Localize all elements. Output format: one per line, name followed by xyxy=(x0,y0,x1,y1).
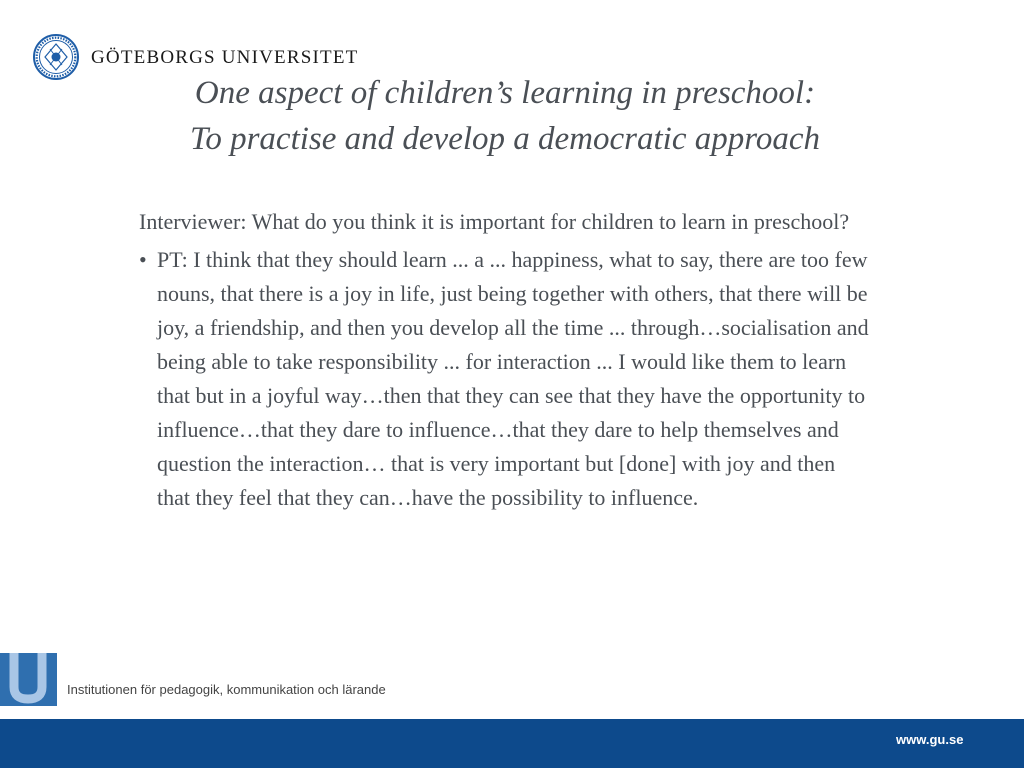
title-line-1: One aspect of children’s learning in preschool: xyxy=(194,75,816,111)
bullet-marker: • xyxy=(139,247,147,272)
answer-text: PT: I think that they should learn ... a ... happiness, what to say, there are too few nouns, that there is a joy in life, just being together with others, that there will be joy, a friendship, and then you develop all the time ... through…socialisation and being able to take responsibility ... for interaction ... I would like them to learn that but in a joyful way…then that they can see that they have the opportunity to influence…that they dare to influence…that they dare to help themselves and question the interaction… that is very important but [done] with joy and then that they feel that they can…have the possibility to influence. xyxy=(157,247,869,510)
interviewer-question: Interviewer: What do you think it is important for children to learn in preschool? xyxy=(139,209,850,234)
university-seal-icon xyxy=(33,34,79,80)
university-name: GÖTEBORGS UNIVERSITET xyxy=(91,47,359,68)
slide-title xyxy=(130,70,880,162)
slide-body xyxy=(139,205,869,515)
footer-bar xyxy=(0,719,1024,768)
department-name: Institutionen för pedagogik, kommunikation och lärande xyxy=(67,682,386,697)
title-line-2: To practise and develop a democratic approach xyxy=(190,121,820,157)
website-link[interactable]: www.gu.se xyxy=(896,732,964,747)
u-logo-icon xyxy=(0,653,57,706)
answer-bullet xyxy=(139,243,869,515)
